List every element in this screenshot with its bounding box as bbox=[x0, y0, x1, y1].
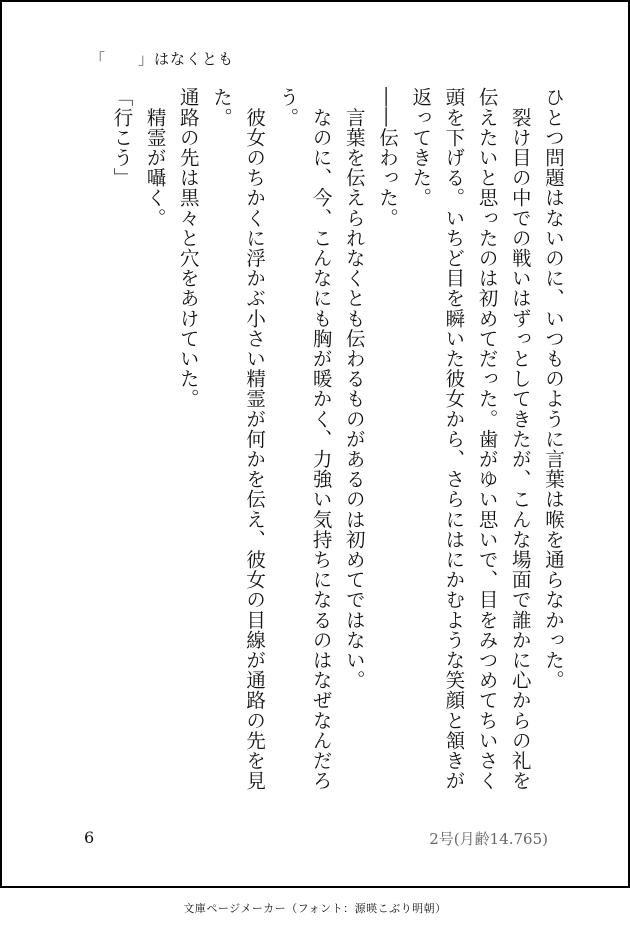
page-number: 6 bbox=[84, 828, 95, 847]
body-text bbox=[105, 87, 570, 807]
paragraph: なのに、今、こんなにも胸が暖かく、力強い気持ちになるのはなぜなんだろう。 bbox=[276, 87, 333, 791]
paragraph: 裂け目の中での戦いはずっとしてきたが、こんな場面で誰かに心からの礼を伝えたいと思ったのは初めてだった。歯がゆい思いで、目をみつめてちいさく頭を下げる。いちど目を瞬いた彼女から、さらにはにかむような笑顔と頷きが返ってきた。 bbox=[409, 87, 532, 791]
dialogue-line: 「行こう」 bbox=[110, 87, 134, 188]
issue-info: 2号(月齢14.765) bbox=[429, 830, 548, 848]
paragraph: 通路の先は黒々と穴をあけていた。 bbox=[176, 87, 200, 409]
paragraph: 精霊が囁く。 bbox=[143, 87, 167, 228]
paragraph: ――伝わった。 bbox=[375, 87, 399, 228]
running-header: 「 」はなくとも bbox=[90, 50, 235, 68]
generator-caption: 文庫ページメーカー（フォント：源暎こぶり明朝） bbox=[183, 902, 447, 915]
paragraph: 彼女のちかくに浮かぶ小さい精霊が何かを伝え、彼女の目線が通路の先を見た。 bbox=[209, 87, 267, 791]
paragraph: ひとつ問題はないのに、いつものように言葉は喉を通らなかった。 bbox=[542, 87, 565, 690]
paragraph: 言葉を伝えられなくとも伝わるものがあるのは初めてではない。 bbox=[342, 87, 366, 690]
